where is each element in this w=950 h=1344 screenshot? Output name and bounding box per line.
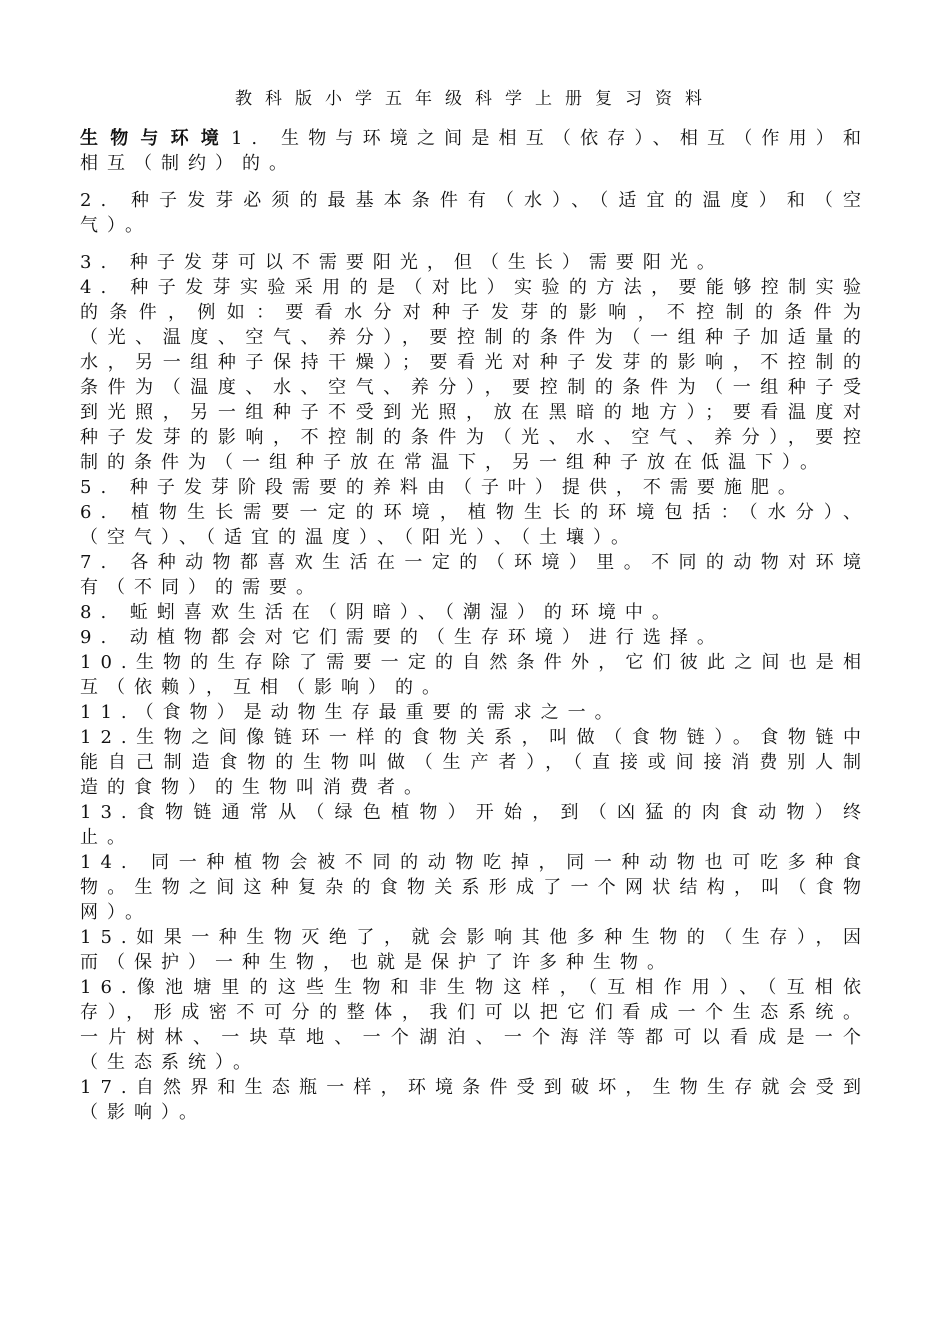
item-1	[80, 126, 870, 176]
document-title: 教科版小学五年级科学上册复习资料	[235, 89, 715, 109]
item-3: 3. 种子发芽可以不需要阳光，但（生长）需要阳光。	[80, 252, 724, 273]
item-6: 6. 植物生长需要一定的环境，植物生长的环境包括：（水分）、（空气）、（适宜的温度）、（阳光）、（土壤）。	[80, 502, 870, 548]
item-5: 5. 种子发芽阶段需要的养料由（子叶）提供，不需要施肥。	[80, 477, 805, 498]
item-11: 11.（食物）是动物生存最重要的需求之一。	[80, 702, 622, 723]
item-17: 17.自然界和生态瓶一样，环境条件受到破坏，生物生存就会受到（影响）。	[80, 1077, 870, 1123]
item-14: 14. 同一种植物会被不同的动物吃掉，同一种动物也可吃多种食物。生物之间这种复杂的食物关系形成了一个网状结构，叫（食物网）。	[80, 852, 870, 923]
item-2: 2. 种子发芽必须的最基本条件有（水）、（适宜的温度）和（空气）。	[80, 190, 870, 236]
item-12: 12.生物之间像链环一样的食物关系，叫做（食物链）。食物链中能自己制造食物的生物叫做（生产者），（直接或间接消费别人制造的食物）的生物叫消费者。	[80, 727, 870, 798]
item-8: 8. 蚯蚓喜欢生活在（阴暗）、（潮湿）的环境中。	[80, 602, 679, 623]
section-heading: 生物与环境	[80, 128, 231, 149]
item-4: 4. 种子发芽实验采用的是（对比）实验的方法，要能够控制实验的条件，例如：要看水分对种子发芽的影响，不控制的条件为（光、温度、空气、养分），要控制的条件为（一组种子加适量的水，另一组种子保持干燥）；要看光对种子发芽的影响，不控制的条件为（温度、水、空气、养分），要控制的条件为（一组种子受到光照，另一组种子不受到光照，放在黑暗的地方）；要看温度对种子发芽的影响，不控制的条件为（光、水、空气、养分），要控制的条件为（一组种子放在常温下，另一组种子放在低温下）。	[80, 277, 870, 473]
item-9: 9. 动植物都会对它们需要的（生存环境）进行选择。	[80, 627, 724, 648]
item-text: 1. 生物与环境之间是相互（依存）、相互（作用）和相互（制约）的。	[80, 128, 870, 174]
item-13: 13.食物链通常从（绿色植物）开始，到（凶猛的肉食动物）终止。	[80, 802, 870, 848]
item-15: 15.如果一种生物灭绝了，就会影响其他多种生物的（生存），因而（保护）一种生物，也就是保护了许多种生物。	[80, 927, 870, 973]
item-16: 16.像池塘里的这些生物和非生物这样，（互相作用）、（互相依存），形成密不可分的整体，我们可以把它们看成一个生态系统。一片树林、一块草地、一个湖泊、一个海洋等都可以看成是一个（生态系统）。	[80, 977, 870, 1073]
item-10: 10.生物的生存除了需要一定的自然条件外，它们彼此之间也是相互（依赖），互相（影响）的。	[80, 652, 870, 698]
item-7: 7. 各种动物都喜欢生活在一定的（环境）里。不同的动物对环境有（不同）的需要。	[80, 552, 870, 598]
